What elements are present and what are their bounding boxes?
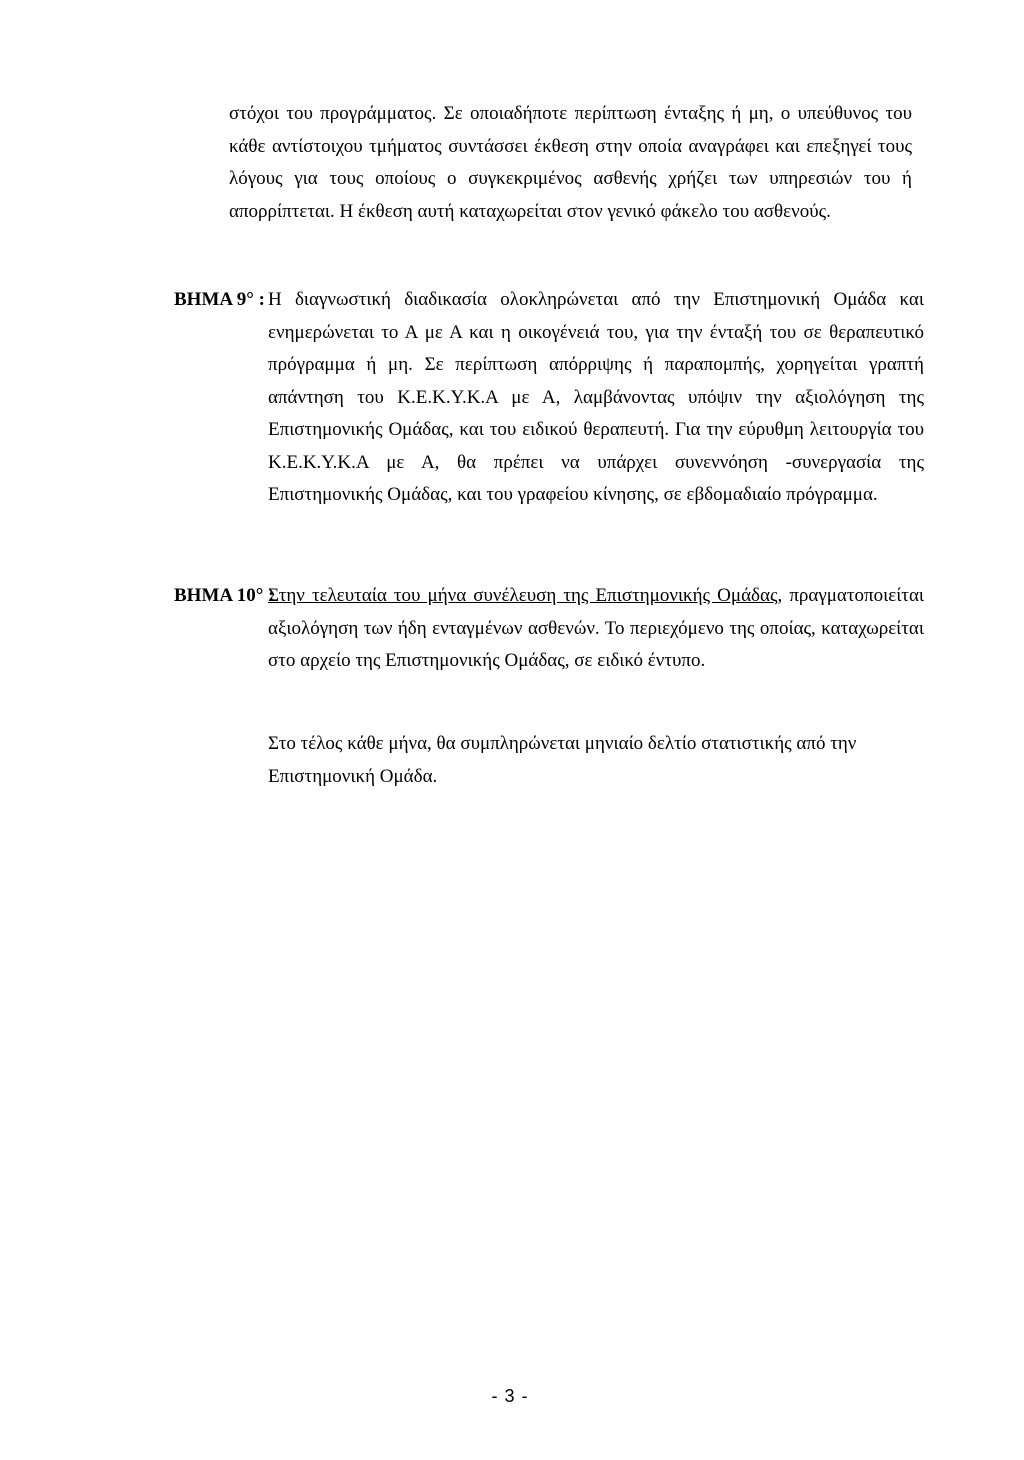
step-10-first-line: Στην τελευταία του μήνα συνέλευση της Επιστημονικής Ομάδας, xyxy=(268,585,783,606)
step-10-text xyxy=(268,580,924,678)
intro-paragraph: στόχοι του προγράμματος. Σε οποιαδήποτε περίπτωση ένταξης ή μη, ο υπεύθυνος του κάθε αντίστοιχου τμήματος συντάσσει έκθεση στην οποία αναγράφει και επεξηγεί τους λόγους για τους οποίους ο συγκεκριμένος ασθενής χρήζει των υπηρεσιών του ή απορρίπτεται. Η έκθεση αυτή καταχωρείται στον γενικό φάκελο του ασθενούς. xyxy=(229,103,912,222)
step-9-text: Η διαγνωστική διαδικασία ολοκληρώνεται από την Επιστημονική Ομάδα και ενημερώνεται το Α με Α και η οικογένειά του, για την ένταξή του σε θεραπευτικό πρόγραμμα ή μη. Σε περίπτωση απόρριψης ή παραπομπής, χορηγείται γραπτή απάντηση του Κ.Ε.Κ.Υ.Κ.Α με Α, λαμβάνοντας υπόψιν την αξιολόγηση της Επιστημονικής Ομάδας, και του ειδικού θεραπευτή. Για την εύρυθμη λειτουργία του Κ.Ε.Κ.Υ.Κ.Α με Α, θα πρέπει να υπάρχει συνεννόηση -συνεργασία της Επιστημονικής Ομάδας, και του γραφείου κίνησης, σε εβδομαδιαίο πρόγραμμα. xyxy=(268,289,924,505)
closing-paragraph: Στο τέλος κάθε μήνα, θα συμπληρώνεται μηνιαίο δελτίο στατιστικής από την Επιστημονική Ομάδα. xyxy=(268,733,857,787)
page-number: - 3 - xyxy=(491,1386,529,1406)
step-9-label: ΒΗΜΑ 9° : xyxy=(174,289,265,310)
step-10-rest: πραγματοποιείται αξιολόγηση των ήδη ενταγμένων ασθενών. Το περιεχόμενο της οποίας, καταχωρείται στο αρχείο της Επιστημονικής Ομάδας, σε ειδικό έντυπο. xyxy=(268,585,925,671)
step-10-label: ΒΗΜΑ 10° : xyxy=(174,585,275,606)
